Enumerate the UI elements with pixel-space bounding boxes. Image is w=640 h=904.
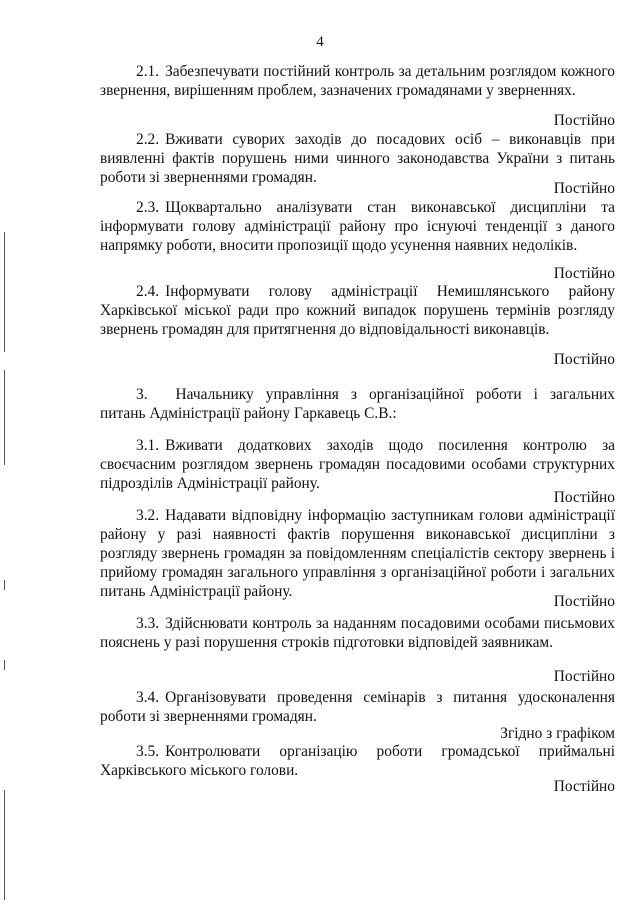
item-text: Начальнику управління з організаційної роботи і загальних питань Адміністрації району Гаркавець С.В.:	[100, 386, 615, 422]
item-number: 3.2.	[136, 507, 160, 524]
item-3-5	[100, 742, 615, 780]
item-3	[100, 385, 615, 423]
item-2-4	[100, 282, 615, 339]
item-deadline: Згідно з графіком	[500, 725, 615, 742]
item-3-3	[100, 614, 615, 652]
item-text: Інформувати голову адміністрації Немишлянського району Харківської міської ради про кожний випадок порушень термінів розгляду звернень громадян для притягнення до відповідальності виконавців.	[100, 283, 615, 338]
item-text: Надавати відповідну інформацію заступникам голови адміністрації району у разі наявності фактів порушення виконавської дисципліни з розгляду звернень громадян за повідомленням спеціалістів сектору звернень і прийому громадян загального управління з організаційної роботи і загальних питань Адміністрації району.	[100, 507, 615, 600]
item-deadline: Постійно	[553, 112, 615, 129]
item-2-3	[100, 198, 615, 255]
item-text: Вживати додаткових заходів щодо посилення контролю за своєчасним розглядом звернень громадян посадовими особами структурних підрозділів Адміністрації району.	[100, 437, 615, 492]
scan-margin-line	[4, 790, 5, 900]
item-3-1	[100, 436, 615, 493]
item-text: Здійснювати контроль за наданням посадовими особами письмових пояснень у разі порушення строків підготовки відповідей заявникам.	[100, 615, 615, 651]
item-number: 3.4.	[136, 689, 160, 706]
item-text: Організовувати проведення семінарів з питання удосконалення роботи зі зверненнями громадян.	[100, 689, 615, 725]
scan-margin-line	[4, 580, 5, 590]
item-text: Вживати суворих заходів до посадових осіб – виконавців при виявленні фактів порушень ними чинного законодавства України з питань роботи зі зверненнями громадян.	[100, 131, 615, 186]
item-deadline: Постійно	[553, 265, 615, 282]
item-text: Забезпечувати постійний контроль за детальним розглядом кожного звернення, вирішенням проблем, зазначених громадянами у зверненнях.	[100, 63, 615, 99]
scan-margin-line	[4, 232, 5, 352]
item-2-1	[100, 62, 615, 100]
item-text: Щоквартально аналізувати стан виконавської дисципліни та інформувати голову адміністрації району про існуючі тенденції з даного напрямку роботи, вносити пропозиції щодо усунення наявних недоліків.	[100, 199, 615, 254]
item-number: 3.	[136, 386, 148, 403]
item-deadline: Постійно	[553, 593, 615, 610]
item-2-2	[100, 130, 615, 187]
item-3-4	[100, 688, 615, 726]
item-deadline: Постійно	[553, 180, 615, 197]
item-deadline: Постійно	[553, 351, 615, 368]
scan-margin-line	[4, 660, 5, 670]
item-number: 2.1.	[136, 63, 160, 80]
item-deadline: Постійно	[553, 778, 615, 795]
page-number: 4	[316, 34, 324, 50]
item-number: 2.3.	[136, 199, 160, 216]
scan-margin-line	[4, 370, 5, 465]
item-number: 2.2.	[136, 131, 160, 148]
item-deadline: Постійно	[553, 489, 615, 506]
item-number: 3.5.	[136, 743, 160, 760]
item-text: Контролювати організацію роботи громадської приймальні Харківського міського голови.	[100, 743, 615, 779]
item-deadline: Постійно	[553, 668, 615, 685]
item-number: 3.3.	[136, 615, 160, 632]
item-number: 3.1.	[136, 437, 160, 454]
item-number: 2.4.	[136, 283, 160, 300]
item-3-2	[100, 506, 615, 601]
